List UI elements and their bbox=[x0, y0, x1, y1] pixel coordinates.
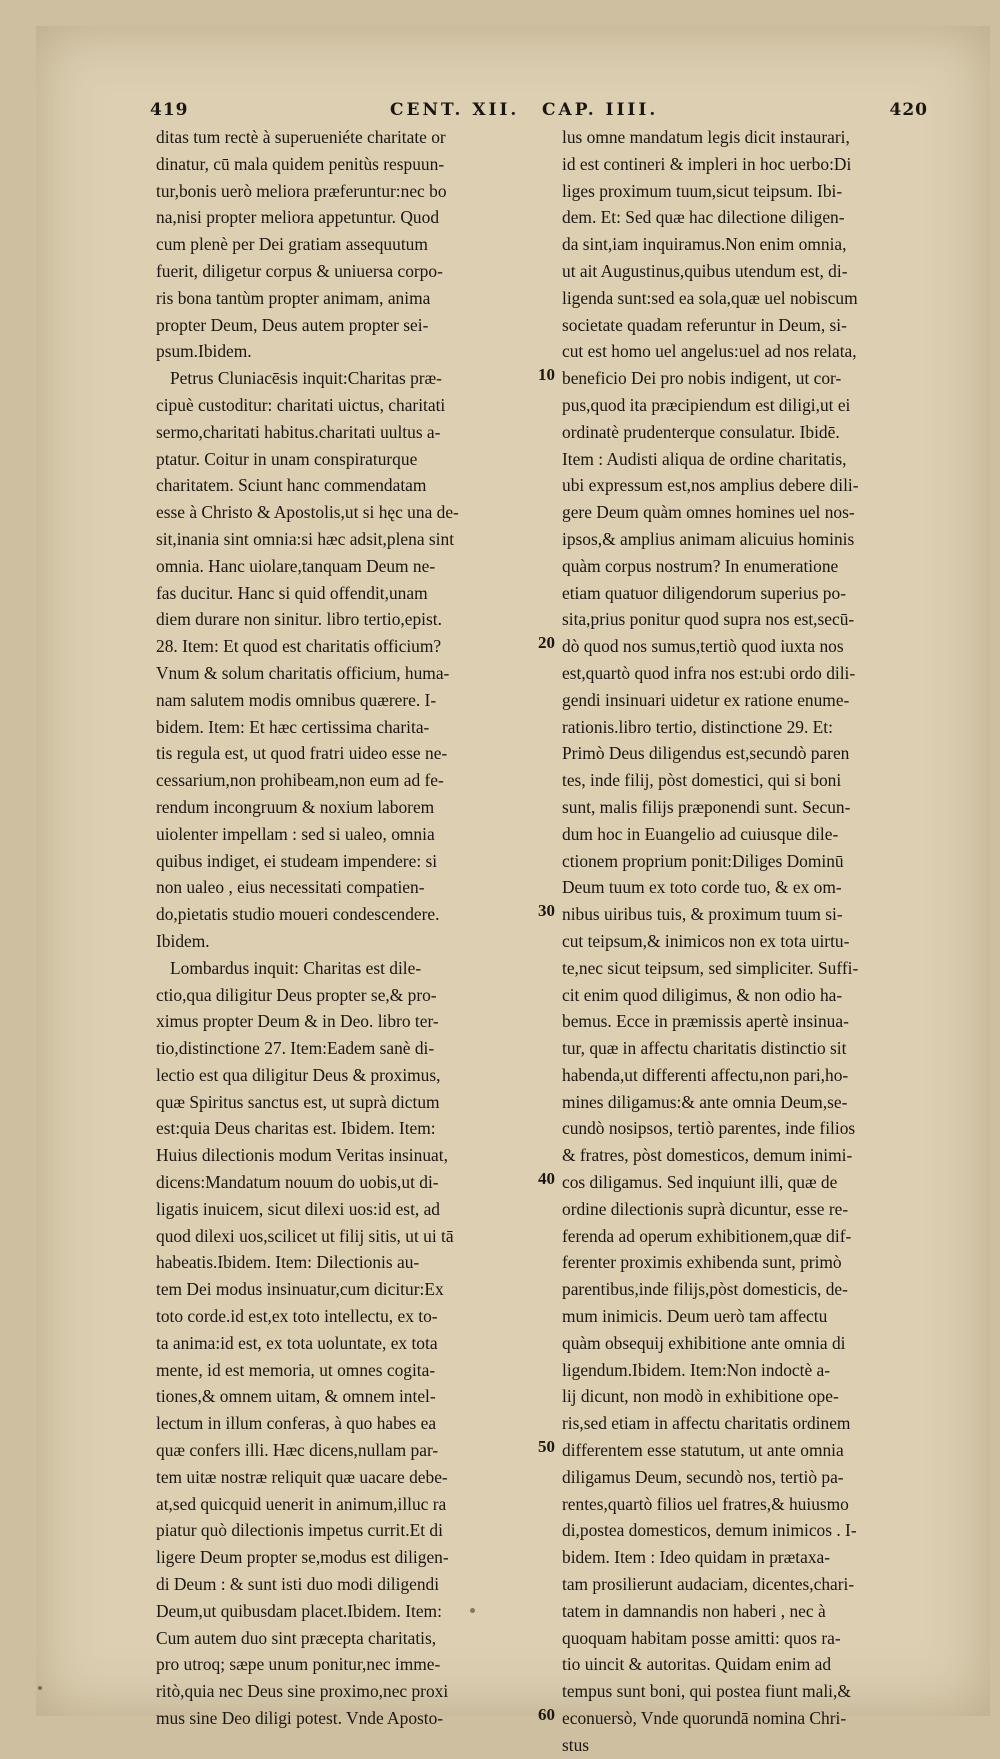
text-line: habenda,ut differenti affectu,non pari,ho- bbox=[562, 1064, 849, 1085]
text-line: & fratres, pòst domesticos, demum inimi- bbox=[562, 1145, 853, 1166]
text-line: etiam quatuor diligendorum superius po- bbox=[562, 582, 846, 603]
text-line: tatem in damnandis non haberi , nec à bbox=[562, 1600, 826, 1621]
text-line: quàm obsequij exhibitione ante omnia di bbox=[562, 1332, 846, 1353]
text-line: tur,bonis uerò meliora præferuntur:nec bo bbox=[156, 180, 447, 201]
text-line: societate quadam referuntur in Deum, si- bbox=[562, 314, 847, 335]
text-line: Lombardus inquit: Charitas est dile- bbox=[170, 957, 422, 978]
text-line: mum inimicis. Deum uerò tam affectu bbox=[562, 1306, 828, 1327]
text-line: charitatem. Sciunt hanc commendatam bbox=[156, 475, 427, 496]
text-line: cessarium,non prohibeam,non eum ad fe- bbox=[156, 770, 444, 791]
text-line: est:quia Deus charitas est. Ibidem. Item: bbox=[156, 1118, 436, 1139]
text-line: uiolenter impellam : sed si ualeo, omnia bbox=[156, 823, 435, 844]
text-line: piatur quò dilectionis impetus currit.Et di bbox=[156, 1520, 443, 1541]
text-line: mines diligamus:& ante omnia Deum,se- bbox=[562, 1091, 848, 1112]
text-line: diligamus Deum, secundò nos, tertiò pa- bbox=[562, 1466, 844, 1487]
text-line: quibus indiget, ei studeam impendere: si bbox=[156, 850, 438, 871]
running-title-left: CENT. XII. bbox=[390, 100, 520, 120]
text-line: Cum autem duo sint præcepta charitatis, bbox=[156, 1627, 437, 1648]
text-line: Primò Deus diligendus est,secundò paren bbox=[562, 743, 850, 764]
line-number: 60 bbox=[538, 1705, 555, 1725]
text-line: tio uincit & autoritas. Quidam enim ad bbox=[562, 1654, 832, 1675]
text-line: quoquam habitam posse amitti: quos ra- bbox=[562, 1627, 841, 1648]
text-line: cum plenè per Dei gratiam assequutum bbox=[156, 234, 428, 255]
text-line: mente, id est memoria, ut omnes cogita- bbox=[156, 1359, 436, 1380]
text-line: 28. Item: Et quod est charitatis officium? bbox=[156, 636, 442, 657]
ink-speck bbox=[38, 1686, 42, 1690]
text-line: habeatis.Ibidem. Item: Dilectionis au- bbox=[156, 1252, 420, 1273]
page-number-left: 419 bbox=[150, 100, 189, 120]
text-line: stus bbox=[562, 1734, 590, 1755]
text-line: ctionem proprium ponit:Diliges Dominū bbox=[562, 850, 844, 871]
text-line: fas ducitur. Hanc si quid offendit,unam bbox=[156, 582, 428, 603]
text-line: lus omne mandatum legis dicit instaurari, bbox=[562, 127, 850, 147]
text-line: est,quartò quod infra nos est:ubi ordo dili- bbox=[562, 662, 856, 683]
text-line: pro utroq; sæpe unum ponitur,nec imme- bbox=[156, 1654, 441, 1675]
text-line: lectio est qua diligitur Deus & proximus, bbox=[156, 1064, 441, 1085]
text-line: ptatur. Coitur in unam conspiraturque bbox=[156, 448, 418, 469]
text-line: ordine dilectionis suprà dicuntur, esse re- bbox=[562, 1198, 849, 1219]
text-line: dinatur, cū mala quidem penitùs respuun- bbox=[156, 153, 445, 174]
text-line: ximus propter Deum & in Deo. libro ter- bbox=[156, 1011, 439, 1032]
text-line: tem uitæ nostræ reliquit quæ uacare debe- bbox=[156, 1466, 448, 1487]
text-line: di Deum : & sunt isti duo modi diligendi bbox=[156, 1574, 440, 1595]
running-header bbox=[150, 100, 928, 124]
text-line: na,nisi propter meliora appetuntur. Quod bbox=[156, 207, 440, 228]
text-line: tem Dei modus insinuatur,cum dicitur:Ex bbox=[156, 1279, 444, 1300]
text-line: ta anima:id est, ex tota uoluntate, ex tota bbox=[156, 1332, 438, 1353]
text-line: mus sine Deo diligi potest. Vnde Aposto- bbox=[156, 1708, 444, 1729]
text-line: dem. Et: Sed quæ hac dilectione diligen- bbox=[562, 207, 845, 228]
text-line: ritò,quia nec Deus sine proximo,nec proxi bbox=[156, 1681, 449, 1702]
text-line: sita,prius ponitur quod supra nos est,secū- bbox=[562, 609, 855, 630]
text-line: quàm corpus nostrum? In enumeratione bbox=[562, 555, 839, 576]
line-number: 20 bbox=[538, 633, 555, 653]
text-line: Huius dilectionis modum Veritas insinuat, bbox=[156, 1145, 448, 1166]
text-line: ligendum.Ibidem. Item:Non indoctè a- bbox=[562, 1359, 831, 1380]
text-line: te,nec sicut teipsum, sed simpliciter. Suffi- bbox=[562, 957, 859, 978]
text-line: ditas tum rectè à superueniéte charitate or bbox=[156, 127, 446, 147]
text-line: do,pietatis studio moueri condescendere. bbox=[156, 904, 440, 925]
text-line: Vnum & solum charitatis officium, huma- bbox=[156, 662, 450, 683]
text-line: lectum in illum conferas, à quo habes ea bbox=[156, 1413, 437, 1434]
text-line: sit,inania sint omnia:si hæc adsit,plena sint bbox=[156, 528, 455, 549]
text-line: dum hoc in Euangelio ad cuiusque dile- bbox=[562, 823, 839, 844]
text-line: esse à Christo & Apostolis,ut si hęc una de- bbox=[156, 502, 459, 523]
text-line: parentibus,inde filijs,pòst domesticis, de- bbox=[562, 1279, 848, 1300]
text-line: at,sed quicquid uenerit in animum,illuc ra bbox=[156, 1493, 447, 1514]
text-line: Deum tuum ex toto corde tuo, & ex om- bbox=[562, 877, 842, 898]
text-line: ligatis inuicem, sicut dilexi uos:id est, ad bbox=[156, 1198, 441, 1219]
text-line: ris bona tantùm propter animam, anima bbox=[156, 287, 431, 308]
text-line: bidem. Item: Et hæc certissima charita- bbox=[156, 716, 430, 737]
text-line: toto corde.id est,ex toto intellectu, ex to- bbox=[156, 1306, 438, 1327]
text-line: tis regula est, ut quod fratri uideo esse ne- bbox=[156, 743, 448, 764]
text-line: differentem esse statutum, ut ante omnia bbox=[562, 1440, 844, 1461]
text-line: sermo,charitati habitus.charitati uultus a- bbox=[156, 421, 441, 442]
text-line: ipsos,& amplius animam alicuius hominis bbox=[562, 528, 855, 549]
text-line: tio,distinctione 27. Item:Eadem sanè di- bbox=[156, 1038, 435, 1059]
line-number-gutter bbox=[538, 124, 564, 1725]
text-line: ferenter proximis exhibenda sunt, primò bbox=[562, 1252, 842, 1273]
text-line: rentes,quartò filios uel fratres,& huiusmo bbox=[562, 1493, 849, 1514]
line-number: 30 bbox=[538, 901, 555, 921]
text-line: Petrus Cluniacēsis inquit:Charitas præ- bbox=[170, 368, 442, 389]
text-line: tes, inde filij, pòst domestici, qui si boni bbox=[562, 770, 842, 791]
right-text-column bbox=[562, 124, 934, 1755]
text-line: propter Deum, Deus autem propter sei- bbox=[156, 314, 429, 335]
text-line: cit enim quod diligimus, & non odio ha- bbox=[562, 984, 843, 1005]
line-number: 10 bbox=[538, 365, 555, 385]
text-line: Item : Audisti aliqua de ordine charitatis, bbox=[562, 448, 847, 469]
text-line: cipuè custoditur: charitati uictus, charitati bbox=[156, 394, 446, 415]
line-number: 50 bbox=[538, 1437, 555, 1457]
text-line: quæ Spiritus sanctus est, ut suprà dictum bbox=[156, 1091, 440, 1112]
text-line: ligere Deum propter se,modus est diligen- bbox=[156, 1547, 449, 1568]
text-line: nam salutem modis omnibus quærere. I- bbox=[156, 689, 437, 710]
text-line: non ualeo , eius necessitati compatien- bbox=[156, 877, 425, 898]
text-line: gere Deum quàm omnes homines uel nos- bbox=[562, 502, 855, 523]
text-line: Ibidem. bbox=[156, 930, 210, 951]
text-line: cut teipsum,& inimicos non ex tota uirtu- bbox=[562, 930, 850, 951]
text-line: tiones,& omnem uitam, & omnem intel- bbox=[156, 1386, 436, 1407]
text-line: dò quod nos sumus,tertiò quod iuxta nos bbox=[562, 636, 844, 657]
text-line: sunt, malis filijs præponendi sunt. Secun- bbox=[562, 796, 851, 817]
text-line: psum.Ibidem. bbox=[156, 341, 252, 362]
text-line: ubi expressum est,nos amplius debere dili- bbox=[562, 475, 859, 496]
text-line: di,postea domesticos, demum inimicos . I- bbox=[562, 1520, 857, 1541]
text-line: dicens:Mandatum nouum do uobis,ut di- bbox=[156, 1172, 439, 1193]
text-line: omnia. Hanc uiolare,tanquam Deum ne- bbox=[156, 555, 436, 576]
text-line: quæ confers illi. Hæc dicens,nullam par- bbox=[156, 1440, 439, 1461]
text-line: diem durare non sinitur. libro tertio,epist. bbox=[156, 609, 442, 630]
text-line: ligenda sunt:sed ea sola,quæ uel nobiscum bbox=[562, 287, 858, 308]
ink-speck bbox=[470, 1608, 475, 1613]
text-line: tur, quæ in affectu charitatis distinctio sit bbox=[562, 1038, 847, 1059]
text-line: cut est homo uel angelus:uel ad nos relata, bbox=[562, 341, 857, 362]
page-number-right: 420 bbox=[889, 100, 928, 120]
text-line: quod dilexi uos,scilicet ut filij sitis, ut ui tā bbox=[156, 1225, 454, 1246]
text-line: tempus sunt boni, qui postea fiunt mali,& bbox=[562, 1681, 851, 1702]
left-text-column bbox=[156, 124, 538, 1729]
text-line: ris,sed etiam in affectu charitatis ordinem bbox=[562, 1413, 851, 1434]
text-line: ferenda ad operum exhibitionem,quæ dif- bbox=[562, 1225, 852, 1246]
text-line: lij dicunt, non modò in exhibitione ope- bbox=[562, 1386, 839, 1407]
text-line: cundò nosipsos, tertiò parentes, inde filios bbox=[562, 1118, 856, 1139]
text-line: id est contineri & impleri in hoc uerbo:Di bbox=[562, 153, 852, 174]
text-line: rendum incongruum & noxium laborem bbox=[156, 796, 435, 817]
line-number: 40 bbox=[538, 1169, 555, 1189]
text-line: fuerit, diligetur corpus & uniuersa corpo- bbox=[156, 260, 443, 281]
text-line: nibus uiribus tuis, & proximum tuum si- bbox=[562, 904, 843, 925]
text-line: bidem. Item : Ideo quidam in prætaxa- bbox=[562, 1547, 831, 1568]
text-line: econuersò, Vnde quorundā nomina Chri- bbox=[562, 1708, 847, 1729]
text-line: tam prosilierunt audaciam, dicentes,chari- bbox=[562, 1574, 855, 1595]
text-line: ut ait Augustinus,quibus utendum est, di- bbox=[562, 260, 848, 281]
text-line: gendi insinuari uidetur ex ratione enume- bbox=[562, 689, 850, 710]
running-title-right: CAP. IIII. bbox=[542, 100, 659, 120]
text-line: cos diligamus. Sed inquiunt illi, quæ de bbox=[562, 1172, 838, 1193]
text-line: liges proximum tuum,sicut teipsum. Ibi- bbox=[562, 180, 843, 201]
text-line: bemus. Ecce in præmissis apertè insinua- bbox=[562, 1011, 849, 1032]
text-line: da sint,iam inquiramus.Non enim omnia, bbox=[562, 234, 847, 255]
text-line: ordinatè prudenterque consulatur. Ibidē. bbox=[562, 421, 840, 442]
text-line: rationis.libro tertio, distinctione 29. Et: bbox=[562, 716, 833, 737]
text-line: pus,quod ita præcipiendum est diligi,ut ei bbox=[562, 394, 851, 415]
text-line: Deum,ut quibusdam placet.Ibidem. Item: bbox=[156, 1600, 442, 1621]
text-line: beneficio Dei pro nobis indigent, ut cor- bbox=[562, 368, 842, 389]
text-line: ctio,qua diligitur Deus propter se,& pro- bbox=[156, 984, 437, 1005]
